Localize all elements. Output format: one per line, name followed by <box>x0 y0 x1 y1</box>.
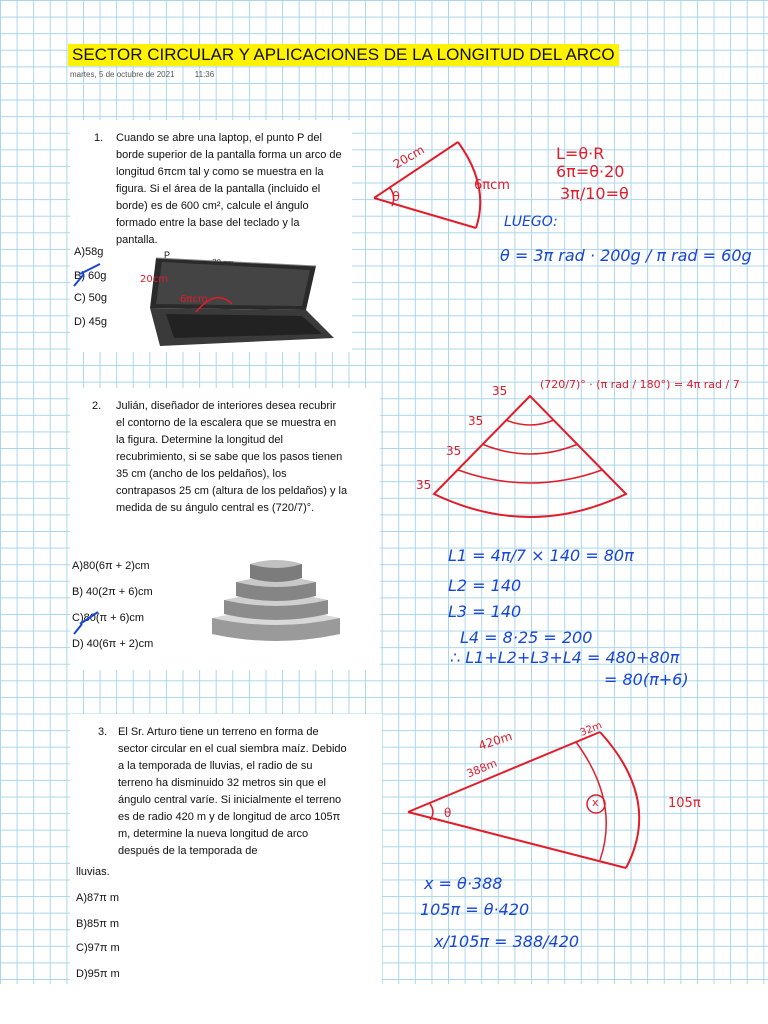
q2-option-d[interactable]: D) 40(6π + 2)cm <box>72 638 154 650</box>
q3-arc: 105π <box>668 796 701 811</box>
q3-line: terreno ha disminuido 32 metros sin que el <box>118 777 326 789</box>
q3-line: a la temporada de lluvias, el radio de su <box>118 760 313 772</box>
q2-line: contrapasos 25 cm (altura de los peldaños) y la <box>116 485 348 497</box>
q2-radius-label: 35 <box>416 478 432 492</box>
q1-sector-radius: 20cm <box>390 142 427 172</box>
q3-line: ángulo central varíe. Si inicialmente el terreno <box>118 794 342 806</box>
check-mark-icon <box>70 260 110 290</box>
check-mark-icon <box>70 608 110 638</box>
q1-line: Cuando se abre una laptop, el punto P del <box>116 132 322 144</box>
q3-work-line: x = θ·388 <box>424 874 503 893</box>
laptop-radius-hw: 20cm <box>140 274 168 285</box>
q1-option-a[interactable]: A)58g <box>74 246 104 258</box>
question-2-text <box>116 398 380 517</box>
q3-work-line: x/105π = 388/420 <box>434 932 580 951</box>
q1-sector-theta: θ <box>392 190 400 205</box>
meta-time: 11:36 <box>194 70 215 79</box>
q3-line: El Sr. Arturo tiene un terreno en forma de <box>118 726 319 738</box>
q3-r1: 420m <box>476 728 514 754</box>
q2-radius-label: 35 <box>468 414 484 428</box>
q1-option-b[interactable]: B) 60g <box>74 270 107 282</box>
q2-line: el contorno de la escalera que se muestra en <box>116 417 337 429</box>
q1-line: figura. Si el área de la pantalla (incluido el <box>116 183 321 195</box>
q1-line: longitud 6πcm tal y como se muestra en la <box>116 166 324 178</box>
q3-option-b[interactable]: B)85π m <box>76 918 120 930</box>
q3-sector-sketch <box>400 716 680 876</box>
question-3-text <box>118 724 382 860</box>
q2-line: la figura. Determine la longitud del <box>116 434 283 446</box>
q3-option-a[interactable]: A)87π m <box>76 892 120 904</box>
q2-line: recubrimiento, si se sabe que los pasos tienen <box>116 451 343 463</box>
question-3-card <box>70 714 382 984</box>
q3-work-line: 105π = θ·420 <box>420 900 530 919</box>
q3-x: x <box>592 796 599 809</box>
q2-work-line: L4 = 8·25 = 200 <box>460 628 593 647</box>
q3-r2: 388m <box>464 756 499 781</box>
q3-text-tail: lluvias. <box>76 866 110 878</box>
q2-work-line: L1 = 4π/7 × 140 = 80π <box>448 546 634 565</box>
q2-sector-sketch <box>420 390 640 540</box>
q3-line: sector circular en el cual siembra maíz. Debido <box>118 743 347 755</box>
q2-line: 35 cm (ancho de los peldaños), los <box>116 468 287 480</box>
q2-work-line: ∴ L1+L2+L3+L4 = 480+80π <box>450 648 680 667</box>
q2-radius-label: 35 <box>446 444 462 458</box>
q1-line: borde superior de la pantalla forma un arco de <box>116 149 342 161</box>
q1-line: borde) es de 600 cm², calcule el ángulo <box>116 200 309 212</box>
q1-option-c[interactable]: C) 50g <box>74 292 108 304</box>
question-1-text <box>116 130 352 249</box>
staircase-figure <box>206 548 346 648</box>
q3-line: es de radio 420 m y de longitud de arco 105π <box>118 811 341 823</box>
q2-work-line: L3 = 140 <box>448 602 522 621</box>
q3-line: después de la temporada de <box>118 845 258 857</box>
q2-work-line: L2 = 140 <box>448 576 522 595</box>
q1-work-line: 6π=θ·20 <box>556 162 625 181</box>
q3-option-d[interactable]: D)95π m <box>76 968 120 980</box>
question-1-number: 1. <box>94 132 104 144</box>
laptop-arc-hw: 6πcm <box>180 294 208 305</box>
laptop-label-dim: 30 cm <box>211 257 235 268</box>
q3-option-c[interactable]: C)97π m <box>76 942 120 954</box>
q1-line: pantalla. <box>116 234 158 246</box>
q1-sector-arc: 6πcm <box>474 178 510 193</box>
q1-line: formado entre la base del teclado y la <box>116 217 300 229</box>
q1-option-d[interactable]: D) 45g <box>74 316 108 328</box>
q2-line: Julián, diseñador de interiores desea recubrir <box>116 400 337 412</box>
q3-d: 32m <box>578 720 604 739</box>
q2-conversion: (720/7)° · (π rad / 180°) = 4π rad / 7 <box>540 378 740 391</box>
question-2-card <box>70 388 380 670</box>
laptop-label-p: P <box>164 250 171 260</box>
q1-work-line: θ = 3π rad · 200g / π rad = 60g <box>500 246 752 265</box>
q2-work-line: = 80(π+6) <box>604 670 689 689</box>
q2-line: medida de su ángulo central es (720/7)°. <box>116 502 315 514</box>
meta-date: martes, 5 de octubre de 2021 <box>70 70 175 79</box>
q2-option-b[interactable]: B) 40(2π + 6)cm <box>72 586 153 598</box>
q2-option-a[interactable]: A)80(6π + 2)cm <box>72 560 150 572</box>
laptop-figure <box>126 248 352 352</box>
q2-radius-label: 35 <box>492 384 508 398</box>
question-2-number: 2. <box>92 400 102 412</box>
q3-line: m, determine la nueva longitud de arco <box>118 828 309 840</box>
question-1-card <box>70 120 352 352</box>
bottom-blank-area <box>0 984 768 1024</box>
page-meta <box>70 70 232 79</box>
q2-option-c[interactable]: C)80(π + 6)cm <box>72 612 145 624</box>
q3-theta: θ <box>444 806 452 820</box>
q1-work-line: LUEGO: <box>504 214 558 230</box>
q1-work-line: 3π/10=θ <box>560 184 629 203</box>
q1-work-line: L=θ·R <box>556 144 605 163</box>
page-title: SECTOR CIRCULAR Y APLICACIONES DE LA LONGITUD DEL ARCO <box>68 44 619 66</box>
question-3-number: 3. <box>98 726 108 738</box>
